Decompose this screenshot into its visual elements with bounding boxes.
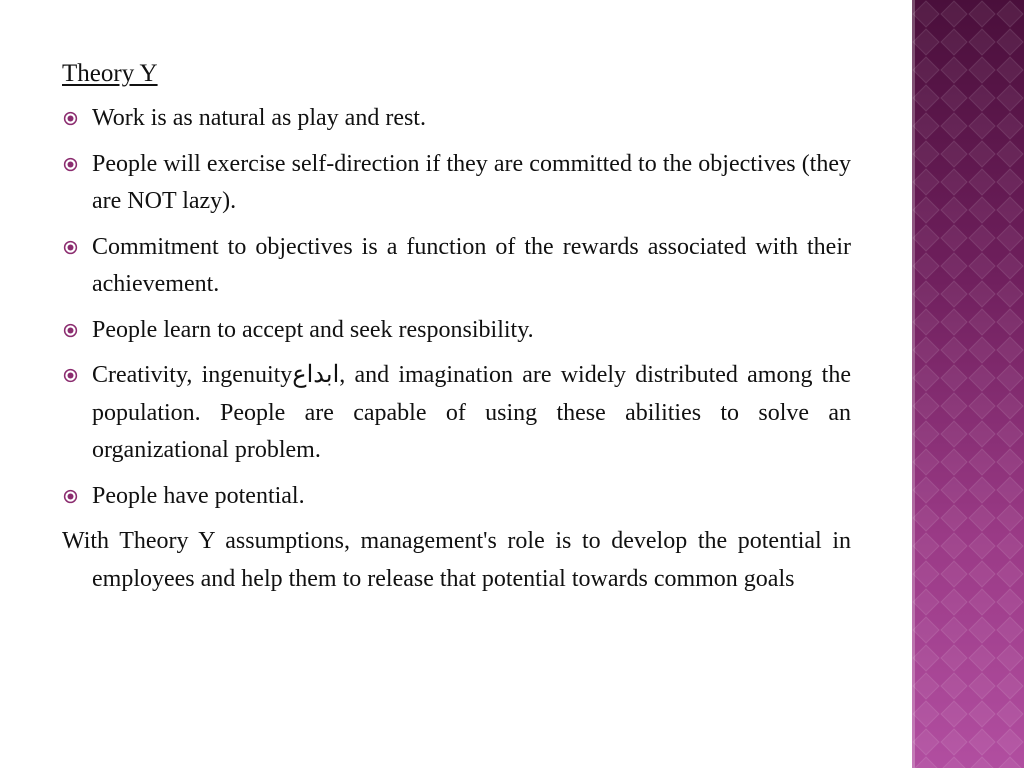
closing-paragraph: With Theory Y assumptions, management's role is to develop the potential in employees and help them to release that potential towards common goals	[62, 528, 851, 592]
bullet-text: People learn to accept and seek responsibility.	[92, 316, 534, 343]
bullet-item	[62, 229, 851, 304]
bullet-list	[62, 100, 851, 515]
circled-dot-bullet-icon	[63, 240, 78, 255]
circled-dot-bullet-icon	[63, 368, 78, 383]
bullet-text: Work is as natural as play and rest.	[92, 105, 426, 131]
diamond-pattern	[912, 0, 1024, 768]
slide-title: Theory Y	[62, 60, 158, 87]
decorative-side-panel	[912, 0, 1024, 768]
circled-dot-bullet-icon	[63, 489, 78, 504]
bullet-text: People have potential.	[92, 482, 305, 509]
bullet-item	[62, 478, 851, 516]
slide-content	[62, 56, 851, 598]
bullet-item	[62, 146, 851, 221]
bullet-item	[62, 100, 851, 138]
circled-dot-bullet-icon	[63, 157, 78, 172]
circled-dot-bullet-icon	[63, 111, 78, 126]
bullet-text: People will exercise self-direction if they are committed to the objectives (they are NOT lazy).	[92, 150, 851, 214]
circled-dot-bullet-icon	[63, 323, 78, 338]
bullet-item	[62, 312, 851, 350]
bullet-text: Commitment to objectives is a function of the rewards associated with their achievement.	[92, 233, 851, 297]
bullet-item	[62, 357, 851, 470]
bullet-text: Creativity, ingenuityابداع, and imagination are widely distributed among the population. People are capable of using these abilities to solve an organizational problem.	[92, 362, 851, 463]
